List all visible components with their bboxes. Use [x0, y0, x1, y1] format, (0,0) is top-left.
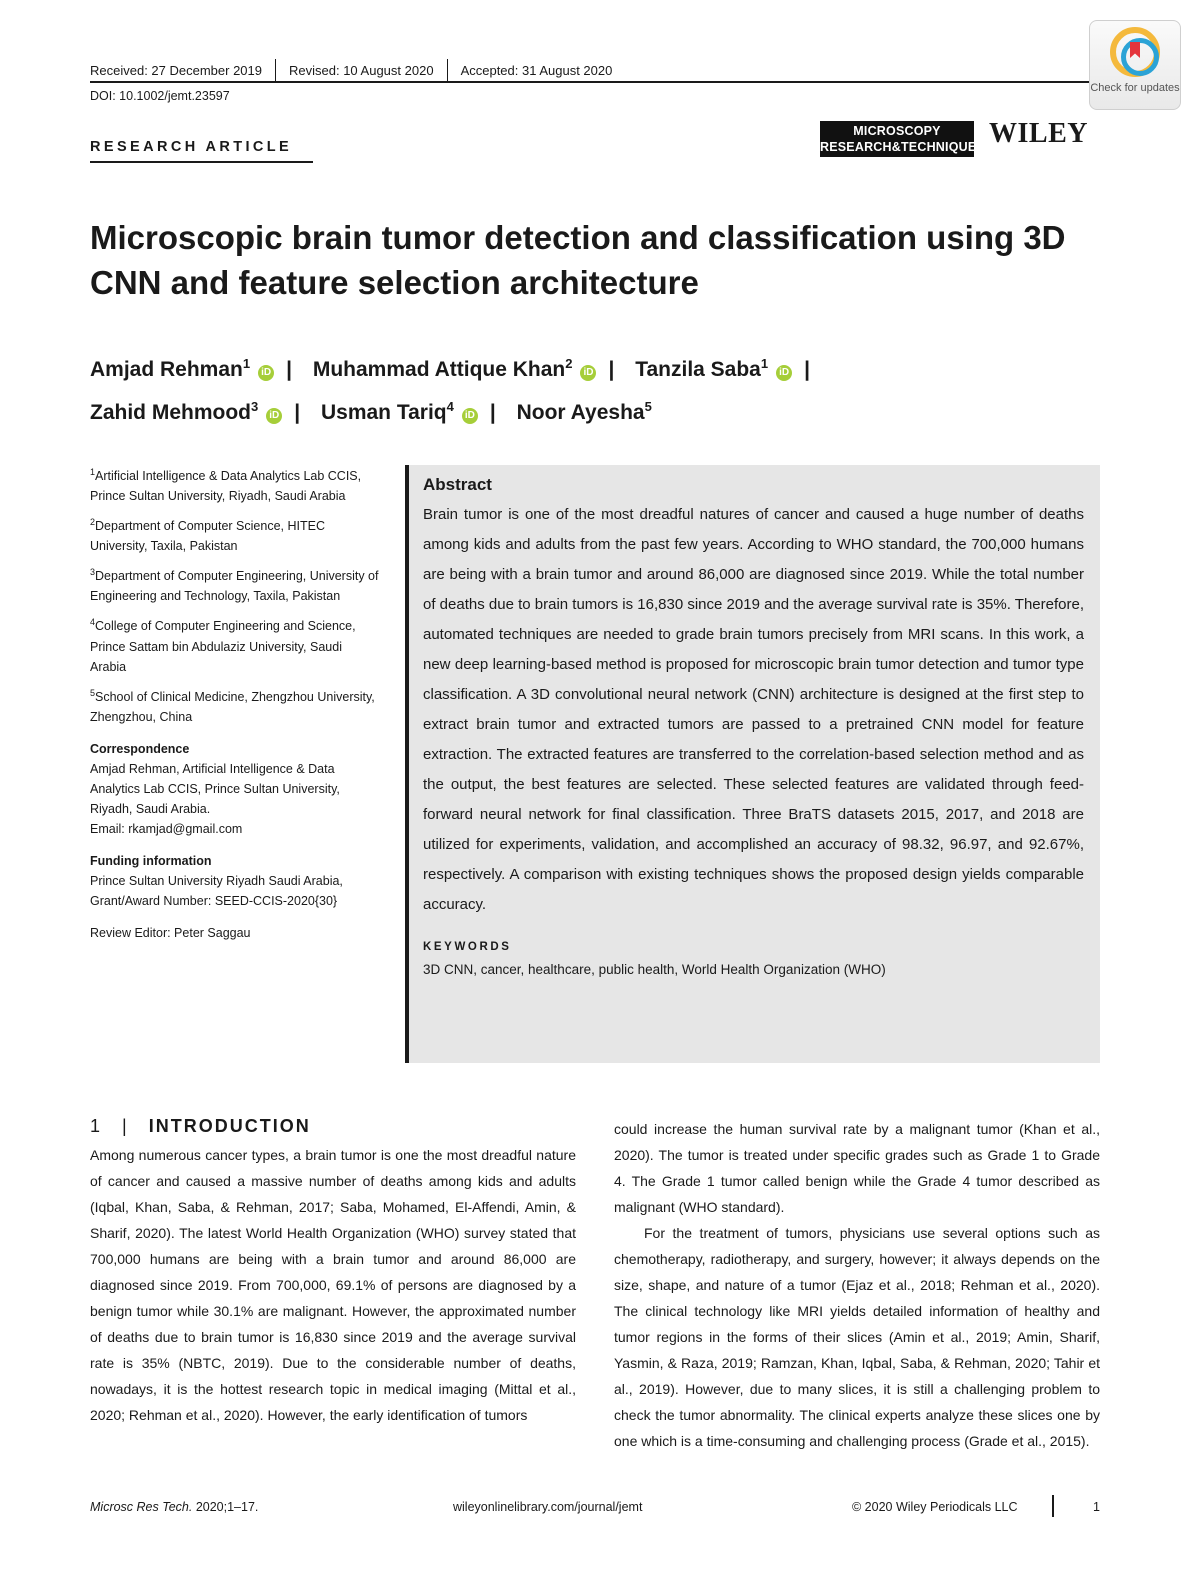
affiliation-number: 2: [90, 517, 96, 528]
affiliation-text: Department of Computer Science, HITEC University, Taxila, Pakistan: [90, 519, 325, 554]
author-separator: |: [489, 401, 496, 424]
divider: [275, 59, 276, 81]
journal-logo: [820, 121, 977, 157]
body-column-left: [90, 1142, 576, 1428]
orcid-icon[interactable]: iD: [462, 408, 478, 424]
affiliation: [90, 612, 380, 676]
check-for-updates-label: Check for updates: [1090, 82, 1180, 94]
affiliation-text: School of Clinical Medicine, Zhengzhou University, Zhengzhou, China: [90, 689, 375, 724]
author-affiliation: 2: [565, 356, 573, 371]
article-type: RESEARCH ARTICLE: [90, 139, 293, 155]
publisher-logo: WILEY: [989, 118, 1088, 149]
section-number: 1: [90, 1116, 103, 1136]
review-editor: Review Editor: Peter Saggau: [90, 925, 251, 940]
doi[interactable]: DOI: 10.1002/jemt.23597: [90, 89, 230, 103]
orcid-icon[interactable]: iD: [776, 365, 792, 381]
revised-date: Revised: 10 August 2020: [289, 62, 434, 78]
author-name[interactable]: Zahid Mehmood: [90, 401, 251, 424]
affiliation: [90, 462, 380, 506]
author-name[interactable]: Muhammad Attique Khan: [312, 358, 566, 381]
page-number: 1: [1093, 1500, 1100, 1514]
section-heading: [90, 1116, 311, 1137]
keywords: 3D CNN, cancer, healthcare, public health, World Health Organization (WHO): [423, 962, 886, 977]
footer-citation: [90, 1500, 258, 1514]
author-affiliation: 1: [760, 356, 769, 371]
correspondence-text: Amjad Rehman, Artificial Intelligence & Data Analytics Lab CCIS, Prince Sultan University, Riyadh, Saudi Arabia.: [90, 761, 340, 816]
footer-journal: Microsc Res Tech.: [90, 1500, 193, 1514]
divider: [447, 59, 448, 81]
paragraph: could increase the human survival rate by a malignant tumor (Khan et al., 2020). The tumor is treated under specific grades such as Grade 1 to Grade 4. The Grade 1 tumor called benign while the Grade 4 tumor described as malignant (WHO standard).: [614, 1121, 1100, 1215]
affiliation-number: 3: [90, 567, 96, 578]
keywords-heading: KEYWORDS: [423, 941, 512, 953]
paragraph: Among numerous cancer types, a brain tumor is one the most dreadful nature of cancer and caused a massive number of deaths among kids and adults (Iqbal, Khan, Saba, & Rehman, 2017; Saba, Mohamed, El-Affendi, Amin, & Sharif, 2020). The latest World Health Organization (WHO) survey stated that 700,000 humans are being with a brain tumor and around 86,000 are diagnosed since 2019. From 700,000, 69.1% of persons are diagnosed by a benign tumor while 30.1% are malignant. However, the approximated number of deaths due to brain tumor is 16,830 since 2019 and the average survival rate is 35% (NBTC, 2019). Due to the considerable number of deaths, nowadays, it is the hottest research topic in medical imaging (Mittal et al., 2020; Rehman et al., 2020). However, the early identification of tumors: [90, 1147, 576, 1423]
header-rule: [90, 81, 1102, 83]
funding-heading: Funding information: [90, 853, 212, 868]
abstract-box: [405, 465, 1100, 1063]
article-dates: [90, 59, 612, 81]
author-separator: |: [294, 401, 301, 424]
abstract-text: Brain tumor is one of the most dreadful natures of cancer and caused a huge number of deaths among kids and adults from the past few years. According to WHO standard, the 700,000 humans are being with a brain tumor and around 86,000 are diagnosed since 2019. While the total number of deaths due to brain tumors is 16,830 since 2019 and the average survival rate is 35%. Therefore, automated techniques are needed to grade brain tumors precisely from MRI scans. In this work, a new deep learning-based method is proposed for microscopic brain tumor detection and tumor type classification. A 3D convolutional neural network (CNN) architecture is designed at the first step to extract brain tumor and extracted tumors are passed to a pretrained CNN model for feature extraction. The extracted features are transferred to the correlation-based selection method and as the output, the best features are selected. These selected features are validated through feed-forward neural network for final classification. Three BraTS datasets 2015, 2017, and 2018 are utilized for experiments, validation, and accomplished an accuracy of 98.32, 96.97, and 92.67%, respectively. A comparison with existing techniques shows the proposed design yields comparable accuracy.: [423, 506, 1084, 913]
journal-logo-line1: MICROSCOPY: [853, 124, 941, 138]
footer-divider: [1052, 1495, 1054, 1517]
author-separator: |: [608, 358, 615, 381]
crossmark-icon: [1110, 27, 1160, 77]
author-affiliation: 1: [242, 356, 251, 371]
paragraph: For the treatment of tumors, physicians use several options such as chemotherapy, radiotherapy, and surgery, however; it always depends on the size, shape, and nature of a tumor (Ejaz et al., 2018; Rehman et al., 2020). The clinical technology like MRI yields detailed information of healthy and tumor regions in the forms of their slices (Amin et al., 2019; Amin, Sharif, Yasmin, & Raza, 2019; Ramzan, Khan, Iqbal, Saba, & Rehman, 2020; Tahir et al., 2019). However, due to many slices, it is still a challenging problem to check the tumor abnormality. The clinical experts analyze these slices one by one which is a time-consuming and challenging process (Grade et al., 2015).: [614, 1225, 1100, 1449]
author-separator: |: [804, 358, 810, 381]
correspondence-block: [90, 739, 380, 839]
footer-url[interactable]: wileyonlinelibrary.com/journal/jemt: [453, 1500, 643, 1514]
author-affiliation: 3: [251, 399, 259, 414]
affiliation-text: Department of Computer Engineering, University of Engineering and Technology, Taxila, Pakistan: [90, 569, 379, 604]
footer-volume: 2020;1–17.: [195, 1500, 259, 1514]
affiliation-number: 5: [90, 687, 96, 698]
affiliation-text: College of Computer Engineering and Science, Prince Sattam bin Abdulaziz University, Saudi Arabia: [90, 619, 356, 674]
affiliation-text: Artificial Intelligence & Data Analytics Lab CCIS, Prince Sultan University, Riyadh, Saudi Arabia: [90, 469, 362, 504]
orcid-icon[interactable]: iD: [266, 408, 282, 424]
author-affiliation: 4: [446, 399, 454, 414]
author-separator: |: [286, 358, 292, 381]
author-name[interactable]: Usman Tariq: [320, 401, 447, 424]
check-for-updates-badge[interactable]: [1089, 20, 1181, 110]
section-divider: |: [122, 1116, 129, 1136]
orcid-icon[interactable]: iD: [580, 365, 596, 381]
orcid-icon[interactable]: iD: [258, 365, 274, 381]
funding-text: Prince Sultan University Riyadh Saudi Arabia, Grant/Award Number: SEED-CCIS-2020{30}: [90, 873, 343, 908]
accepted-date: Accepted: 31 August 2020: [460, 62, 613, 78]
correspondence-heading: Correspondence: [90, 741, 190, 756]
footer-copyright: © 2020 Wiley Periodicals LLC: [852, 1500, 1018, 1514]
funding-block: [90, 851, 380, 911]
affiliation-number: 1: [90, 467, 96, 477]
abstract-heading: Abstract: [423, 475, 492, 494]
body-column-right: [614, 1116, 1100, 1454]
article-title: Microscopic brain tumor detection and classification using 3D CNN and feature selection architecture: [90, 219, 1066, 301]
affiliation-number: 4: [90, 617, 96, 628]
author-name[interactable]: Amjad Rehman: [90, 358, 243, 381]
author-name[interactable]: Tanzila Saba: [635, 358, 761, 381]
author-list: [90, 345, 1090, 431]
affiliation: [90, 562, 380, 606]
section-title: INTRODUCTION: [148, 1116, 311, 1136]
journal-logo-line2: RESEARCH&TECHNIQUE: [820, 140, 977, 154]
correspondence-email[interactable]: Email: rkamjad@gmail.com: [90, 821, 243, 836]
affiliation: [90, 512, 380, 556]
author-affiliation: 5: [644, 399, 652, 414]
article-type-underline: [90, 161, 313, 163]
affiliation: [90, 683, 380, 727]
received-date: Received: 27 December 2019: [90, 62, 262, 78]
author-name[interactable]: Noor Ayesha: [516, 401, 645, 424]
affiliations-sidebar: [90, 462, 380, 943]
